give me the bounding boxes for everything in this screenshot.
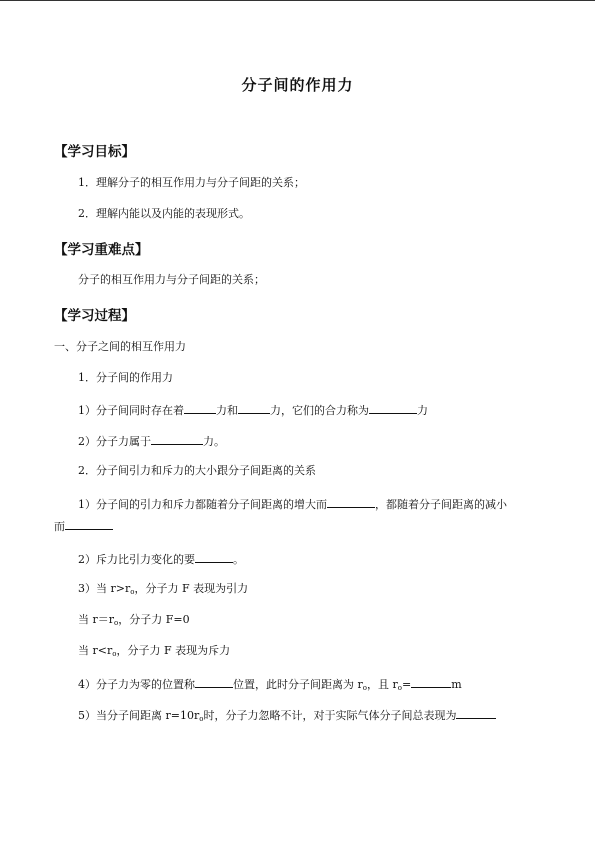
- section-heading-process: 【学习过程】: [54, 308, 135, 324]
- item-4: 2）斥力比引力变化的要 。: [78, 553, 244, 566]
- keypoint-text: 分子的相互作用力与分子间距的关系；: [78, 273, 265, 286]
- item-7: 当 $r<r_o$，分子力 F 表现为斥力: [78, 644, 231, 658]
- blank-field[interactable]: [184, 402, 216, 414]
- sub2-title: 2．分子间引力和斥力的大小跟分子间距离的关系: [78, 464, 316, 477]
- blank-field[interactable]: [65, 518, 113, 530]
- goal-item-2: 2．理解内能以及内能的表现形式。: [78, 207, 250, 220]
- blank-field[interactable]: [151, 433, 203, 445]
- item-5: 3）当 $r>r_o$，分子力 F 表现为引力: [78, 582, 249, 596]
- item-6: 当 $r=r_o$，分子力 F=0: [78, 613, 190, 627]
- page-title: 分子间的作用力: [241, 76, 354, 94]
- item-9: 5）当分子间距离 $r=10r_o$时，分子力忽略不计，对于实际气体分子间总表现为: [78, 707, 496, 726]
- top-rule: [0, 0, 595, 1]
- section-heading-goals: 【学习目标】: [54, 144, 135, 160]
- item-8: 4）分子力为零的位置称 位置，此时分子间距离为 $r_o$，且 $r_o= m$: [78, 678, 462, 692]
- blank-field[interactable]: [411, 676, 451, 688]
- blank-field[interactable]: [195, 676, 233, 688]
- item-3-line-1: 1）分子间的引力和斥力都随着分子间距离的增大而 ，都随着分子间距离的减小: [78, 498, 507, 511]
- blank-field[interactable]: [456, 707, 496, 719]
- blank-field[interactable]: [195, 551, 233, 563]
- section-heading-keypoints: 【学习重难点】: [54, 242, 149, 258]
- goal-item-1: 1．理解分子的相互作用力与分子间距的关系；: [78, 176, 305, 189]
- item-2: 2）分子力属于 力。: [78, 435, 225, 448]
- blank-field[interactable]: [238, 402, 270, 414]
- blank-field[interactable]: [327, 496, 375, 508]
- item-1: 1）分子间同时存在着 力和 力，它们的合力称为 力: [78, 404, 428, 417]
- sub1-title: 1．分子间的作用力: [78, 371, 173, 384]
- part1-title: 一、分子之间的相互作用力: [54, 340, 186, 353]
- blank-field[interactable]: [369, 402, 417, 414]
- item-3-line-2: 而: [54, 518, 113, 534]
